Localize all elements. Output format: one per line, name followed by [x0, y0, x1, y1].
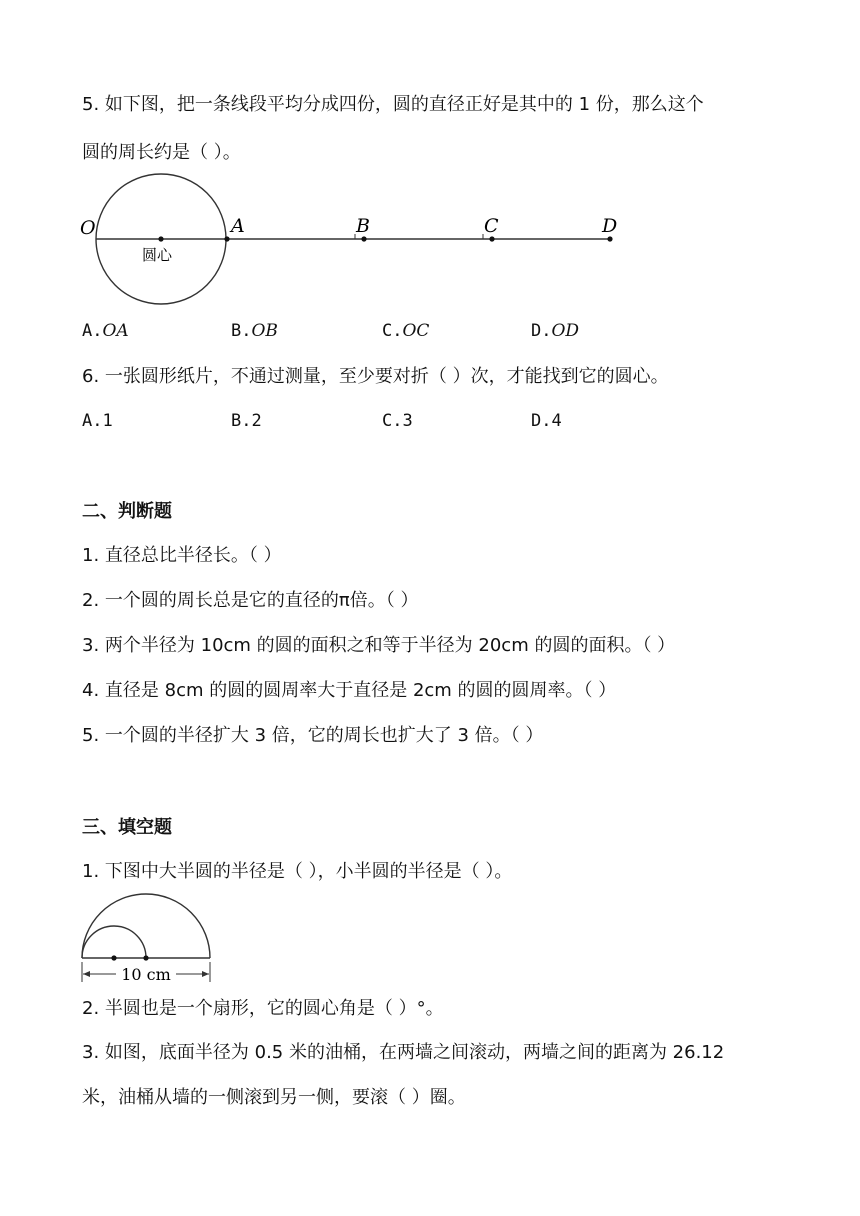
fill-item-3-line2: 米，油桶从墙的一侧滚到另一侧，要滚（ ）圈。: [82, 1087, 466, 1108]
section3-title: 三、填空题: [82, 817, 172, 838]
dimension-label: 10 cm: [121, 965, 171, 984]
q5-option-a: A.OA: [82, 321, 129, 341]
semicircle-figure: [78, 890, 214, 986]
q5-option-b: B.OB: [231, 321, 278, 341]
label-d: D: [602, 215, 618, 237]
q6-option-d: D.4: [531, 411, 562, 431]
judge-item-3: 3. 两个半径为 10cm 的圆的面积之和等于半径为 20cm 的圆的面积。（ ）: [82, 635, 676, 656]
q5-text-line1: 5. 如下图，把一条线段平均分成四份，圆的直径正好是其中的 1 份，那么这个: [82, 94, 704, 115]
q6-option-c: C.3: [382, 411, 413, 431]
large-center-dot: [143, 955, 148, 960]
judge-item-2: 2. 一个圆的周长总是它的直径的π倍。（ ）: [82, 590, 419, 611]
point-a-dot: [224, 236, 229, 241]
center-label: 圆心: [142, 246, 173, 264]
q5-option-d: D.OD: [531, 321, 580, 341]
label-o: O: [80, 217, 96, 239]
point-c-dot: [489, 236, 494, 241]
judge-item-1: 1. 直径总比半径长。（ ）: [82, 545, 282, 566]
large-semicircle: [82, 894, 210, 958]
q5-circle-figure: [70, 168, 630, 316]
q5-text-line2: 圆的周长约是（ ）。: [82, 142, 241, 163]
fill-item-3-line1: 3. 如图，底面半径为 0.5 米的油桶，在两墙之间滚动，两墙之间的距离为 26.12: [82, 1042, 725, 1063]
point-d-dot: [607, 236, 612, 241]
label-b: B: [356, 215, 370, 237]
q6-option-a: A.1: [82, 411, 113, 431]
center-dot: [158, 236, 163, 241]
q5-option-c: C.OC: [382, 321, 430, 341]
judge-item-5: 5. 一个圆的半径扩大 3 倍，它的周长也扩大了 3 倍。（ ）: [82, 725, 544, 746]
point-b-dot: [361, 236, 366, 241]
judge-item-4: 4. 直径是 8cm 的圆的圆周率大于直径是 2cm 的圆的圆周率。（ ）: [82, 680, 617, 701]
q6-option-b: B.2: [231, 411, 262, 431]
q6-text: 6. 一张圆形纸片，不通过测量，至少要对折（ ）次，才能找到它的圆心。: [82, 366, 669, 387]
section2-title: 二、判断题: [82, 501, 172, 522]
fill-item-2: 2. 半圆也是一个扇形，它的圆心角是（ ）°。: [82, 998, 444, 1019]
fill-item-1: 1. 下图中大半圆的半径是（ ），小半圆的半径是（ ）。: [82, 861, 513, 882]
label-a: A: [231, 215, 245, 237]
label-c: C: [484, 215, 499, 237]
small-semicircle: [82, 926, 146, 958]
small-center-dot: [111, 955, 116, 960]
